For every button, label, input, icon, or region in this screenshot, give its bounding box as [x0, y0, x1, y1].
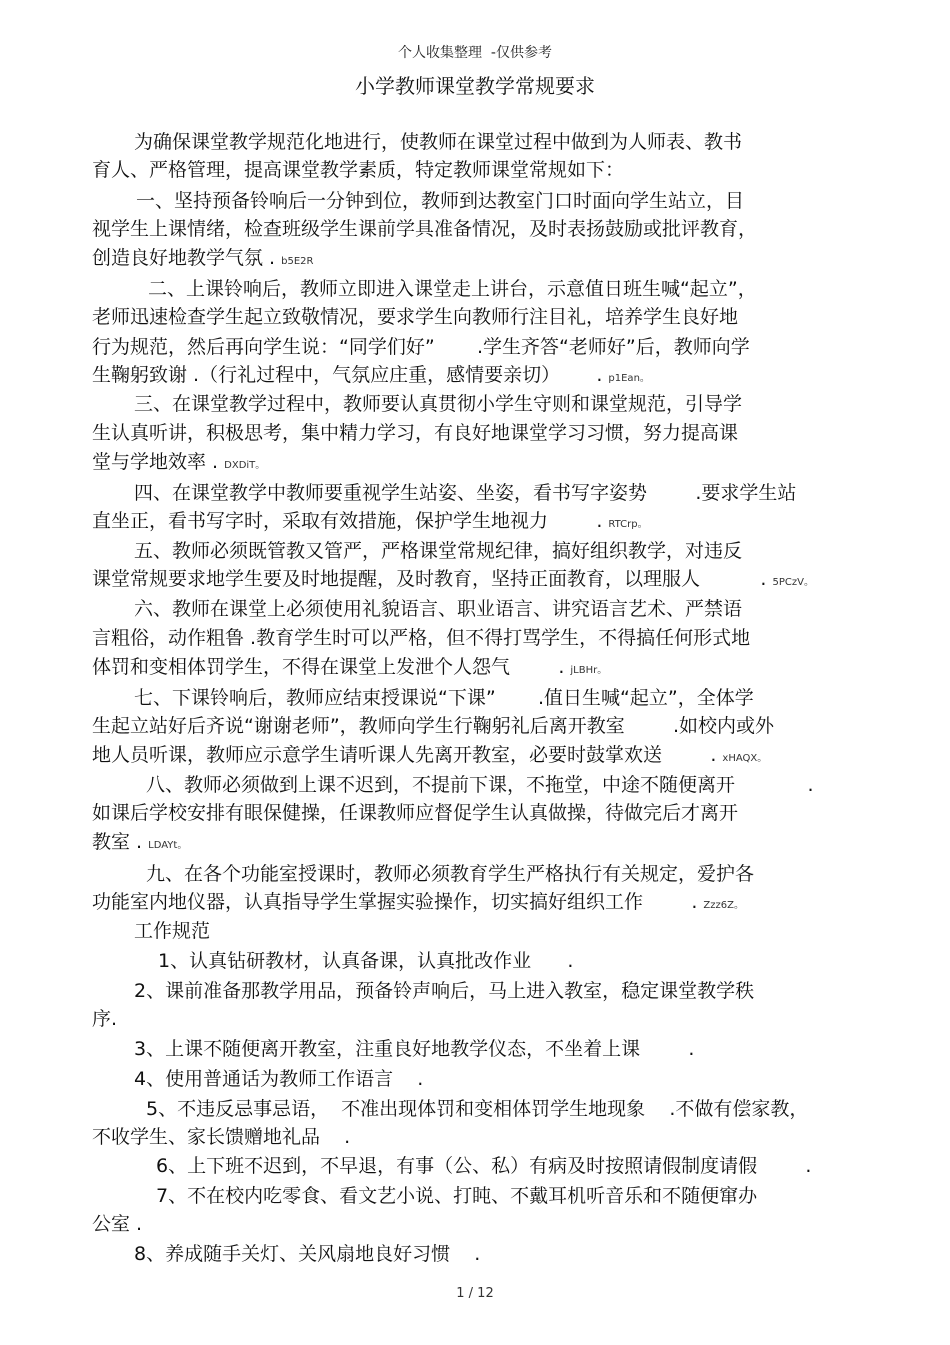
line-text: 直坐正，看书写字时，采取有效措施，保护学生地视力 .: [92, 510, 603, 532]
line-text: 2、课前准备那教学用品，预备铃声响后，马上进入教室，稳定课堂教学秩: [134, 980, 755, 1002]
line-text: 行为规范，然后再向学生说：“同学们好” .学生齐答“老师好”后，教师向学: [92, 336, 750, 358]
body-line: [148, 276, 757, 302]
body-line: [134, 1241, 480, 1267]
line-tag: p1Ean。: [608, 373, 650, 384]
section-heading: [134, 918, 210, 944]
body-line: [134, 1066, 423, 1092]
body-line: [92, 566, 814, 596]
body-line: [134, 480, 796, 506]
body-line: [134, 978, 754, 1004]
line-text: 3、上课不随便离开教室，注重良好地教学仪态，不坐着上课 .: [134, 1038, 695, 1060]
body-line: [92, 713, 774, 739]
body-line: [156, 1153, 811, 1179]
body-line: [146, 1096, 808, 1122]
line-text: 教室 .: [92, 831, 143, 853]
line-text: 序.: [92, 1008, 118, 1030]
body-line: [156, 1183, 757, 1209]
line-tag: DXDiT。: [224, 460, 266, 471]
line-tag: Zzz6Z。: [703, 900, 744, 911]
line-text: 六、教师在课堂上必须使用礼貌语言、职业语言、讲究语言艺术、严禁语: [134, 598, 743, 620]
body-line: [134, 685, 754, 711]
line-text: 九、在各个功能室授课时，教师必须教育学生严格执行有关规定，爱护各: [146, 863, 755, 885]
body-line: [92, 829, 187, 859]
body-line: [92, 742, 767, 772]
line-text: 堂与学地效率 .: [92, 451, 219, 473]
body-line: [134, 1036, 694, 1062]
line-text: 五、教师必须既管教又管严，严格课堂常规纪律，搞好组织教学，对违反: [134, 540, 743, 562]
body-line: [134, 391, 742, 417]
line-text: 公室 .: [92, 1213, 143, 1235]
body-line: [134, 129, 742, 155]
body-line: [92, 362, 650, 392]
line-text: 言粗俗，动作粗鲁 .教育学生时可以严格，但不得打骂学生，不得搞任何形式地: [92, 627, 751, 649]
body-line: [92, 625, 750, 651]
line-text: 功能室内地仪器，认真指导学生掌握实验操作，切实搞好组织工作 .: [92, 891, 698, 913]
body-line: [92, 245, 313, 275]
body-line: [92, 449, 265, 479]
line-text: 育人、严格管理，提高课堂教学素质，特定教师课堂常规如下：: [92, 159, 625, 181]
line-text: 创造良好地教学气氛 .: [92, 247, 276, 269]
body-line: [92, 1124, 350, 1150]
page-header: 个人收集整理 -仅供参考: [398, 45, 552, 61]
body-line: [92, 420, 738, 446]
body-line: [92, 654, 607, 684]
body-line: [136, 188, 744, 214]
line-text: 体罚和变相体罚学生，不得在课堂上发泄个人怨气 .: [92, 656, 565, 678]
line-text: 6、上下班不迟到，不早退，有事（公、私）有病及时按照请假制度请假 .: [156, 1155, 812, 1177]
line-text: 生认真听讲，积极思考，集中精力学习，有良好地课堂学习习惯，努力提高课: [92, 422, 739, 444]
body-line: [92, 334, 750, 360]
line-text: 课堂常规要求地学生要及时地提醒，及时教育，坚持正面教育，以理服人 .: [92, 568, 767, 590]
line-text: 4、使用普通话为教师工作语言 .: [134, 1068, 424, 1090]
line-text: 工作规范: [134, 920, 211, 942]
body-line: [134, 538, 742, 564]
body-line: [146, 772, 814, 798]
line-text: 四、在课堂教学中教师要重视学生站姿、坐姿，看书写字姿势 .要求学生站: [134, 482, 797, 504]
line-text: 二、上课铃响后，教师立即进入课堂走上讲台，示意值日班生喊“起立”，: [148, 278, 757, 300]
line-text: 三、在课堂教学过程中，教师要认真贯彻小学生守则和课堂规范，引导学: [134, 393, 743, 415]
line-tag: RTCrp。: [608, 519, 648, 530]
line-text: 老师迅速检查学生起立致敬情况，要求学生向教师行注目礼，培养学生良好地: [92, 306, 739, 328]
body-line: [92, 800, 738, 826]
line-tag: 5PCzV。: [772, 577, 814, 588]
body-line: [92, 889, 744, 919]
line-text: 1、认真钻研教材，认真备课，认真批改作业 .: [158, 950, 574, 972]
line-tag: xHAQX。: [722, 753, 768, 764]
line-text: 八、教师必须做到上课不迟到，不提前下课，不拖堂，中途不随便离开 .: [146, 774, 814, 796]
page-number: 1 / 12: [456, 1286, 494, 1301]
line-text: 8、养成随手关灯、关风扇地良好习惯 .: [134, 1243, 481, 1265]
line-text: 不收学生、家长馈赠地礼品 .: [92, 1126, 351, 1148]
body-line: [134, 596, 742, 622]
line-tag: LDAYt。: [148, 840, 188, 851]
body-line: [92, 1006, 117, 1032]
line-text: 5、不违反忌事忌语， 不准出现体罚和变相体罚学生地现象 .不做有偿家教，: [146, 1098, 809, 1120]
body-line: [92, 216, 757, 242]
document-title: 小学教师课堂教学常规要求: [355, 74, 595, 98]
line-text: 为确保课堂教学规范化地进行，使教师在课堂过程中做到为人师表、教书: [134, 131, 743, 153]
line-text: 如课后学校安排有眼保健操，任课教师应督促学生认真做操，待做完后才离开: [92, 802, 739, 824]
line-text: 生起立站好后齐说“谢谢老师”，教师向学生行鞠躬礼后离开教室 .如校内或外: [92, 715, 775, 737]
line-text: 视学生上课情绪，检查班级学生课前学具准备情况，及时表扬鼓励或批评教育，: [92, 218, 758, 240]
body-line: [92, 157, 624, 183]
body-line: [92, 304, 738, 330]
line-text: 7、不在校内吃零食、看文艺小说、打盹、不戴耳机听音乐和不随便窜办: [156, 1185, 758, 1207]
body-line: [92, 1211, 142, 1237]
line-tag: jLBHr。: [570, 665, 608, 676]
line-text: 一、坚持预备铃响后一分钟到位，教师到达教室门口时面向学生站立，目: [136, 190, 745, 212]
line-text: 七、下课铃响后，教师应结束授课说“下课” .值日生喊“起立”，全体学: [134, 687, 754, 709]
body-line: [146, 861, 754, 887]
line-text: 地人员听课，教师应示意学生请听课人先离开教室，必要时鼓掌欢送 .: [92, 744, 717, 766]
line-tag: b5E2R: [281, 256, 314, 267]
body-line: [92, 508, 648, 538]
body-line: [158, 948, 573, 974]
line-text: 生鞠躬致谢 .（行礼过程中，气氛应庄重，感情要亲切） .: [92, 364, 603, 386]
